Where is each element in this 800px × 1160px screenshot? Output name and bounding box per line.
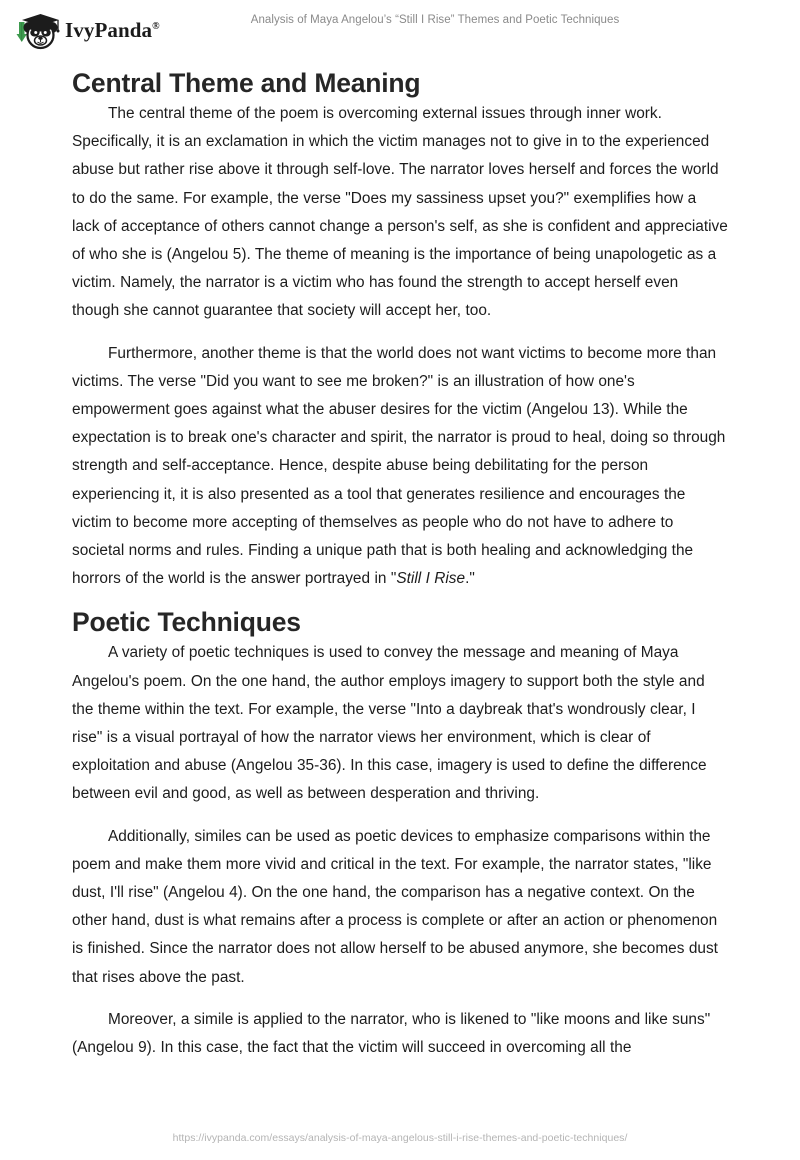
paragraph-2-lead: Furthermore, another theme is that the world does not want victims to become more than victims. The verse "Did you want to see me broken?" is an illustration of how one's empowerment goes against what the abuser desires for the victim (Angelou 13). While the expectation is to break one's character and spirit, the narrator is proud to heal, doing so through strength and self-acceptance. Hence, despite abuse being debilitating for the person experiencing it, it is also presented as a tool that generates resilience and encourages the victim to become more accepting of themselves as people who do not have to adhere to societal norms and rules. Finding a unique path that is both healing and acknowledging the horrors of the world is the answer portrayed in " (72, 344, 726, 588)
paragraph-3: A variety of poetic techniques is used to convey the message and meaning of Maya Angelou's poem. On the one hand, the author employs imagery to support both the style and the theme within the text. For example, the verse "Into a daybreak that's wondrously clear, I rise" is a visual portrayal of how the narrator views her environment, which is clear of exploitation and abuse (Angelou 35-36). In this case, imagery is used to define the difference between evil and good, as well as between desperation and thriving. (72, 644, 707, 803)
paragraph-4: Additionally, similes can be used as poetic devices to emphasize comparisons within the poem and make them more vivid and critical in the text. For example, the narrator states, "like dust, I'll rise" (Angelou 4). On the one hand, the comparison has a negative context. On the other hand, dust is what remains after a process is complete or after an action or phenomenon is finished. Since the narrator does not allow herself to be abused anymore, she becomes dust that rises above the past. (72, 827, 718, 986)
document-content (72, 66, 728, 1062)
paragraph-5: Moreover, a simile is applied to the narrator, who is likened to "like moons and like suns" (Angelou 9). In this case, the fact that the victim will succeed in overcoming all the (72, 1010, 711, 1057)
footer-source-url[interactable]: https://ivypanda.com/essays/analysis-of-maya-angelous-still-i-rise-themes-and-poetic-techniques/ (172, 1132, 628, 1144)
paragraph-2 (72, 340, 728, 594)
heading-central-theme-and-meaning: Central Theme and Meaning (72, 68, 421, 98)
paragraph-1: The central theme of the poem is overcoming external issues through inner work. Specifically, it is an exclamation in which the victim manages not to give in to the experienced abuse but rather rise above it through self-love. The narrator loves herself and forces the world to do the same. For example, the verse "Does my sassiness upset you?" exemplifies how a lack of acceptance of others cannot change a person's self, as she is confident and appreciative of who she is (Angelou 5). The theme of meaning is the importance of being unapologetic as a victim. Namely, the narrator is a victim who has found the strength to accept herself even though she cannot guarantee that society will accept her, too. (72, 105, 728, 320)
section-poetic-techniques (72, 605, 728, 639)
section-central-theme (72, 66, 728, 100)
registered-mark: ® (152, 20, 160, 32)
page-header (0, 0, 800, 58)
poem-title-italic: Still I Rise (396, 570, 466, 588)
document-header-title: Analysis of Maya Angelou’s “Still I Rise” Themes and Poetic Techniques (250, 14, 620, 26)
paragraph-2-tail: ." (465, 570, 475, 588)
heading-poetic-techniques: Poetic Techniques (72, 607, 301, 638)
page-footer (0, 1128, 800, 1146)
brand-name-text: IvyPanda (65, 17, 153, 42)
